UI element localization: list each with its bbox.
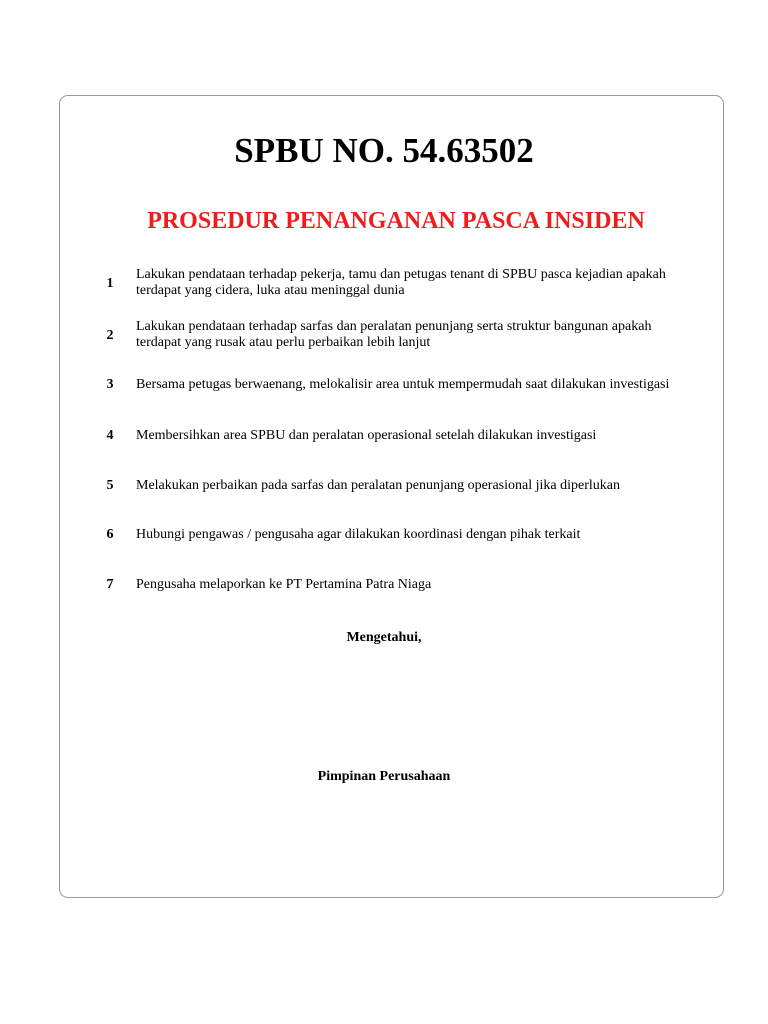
procedure-text: Lakukan pendataan terhadap pekerja, tamu dan petugas tenant di SPBU pasca kejadian apakah terdapat yang cidera, luka atau meninggal dunia xyxy=(136,267,666,298)
procedure-text: Bersama petugas berwaenang, melokalisir area untuk mempermudah saat dilakukan investigasi xyxy=(136,377,670,392)
procedure-number: 2 xyxy=(106,328,114,343)
signatory-label: Pimpinan Perusahaan xyxy=(317,769,451,784)
procedure-number: 5 xyxy=(106,478,114,493)
procedure-number: 3 xyxy=(106,377,114,392)
procedure-number: 6 xyxy=(106,527,114,542)
procedure-text: Pengusaha melaporkan ke PT Pertamina Patra Niaga xyxy=(136,577,432,592)
procedure-text: Hubungi pengawas / pengusaha agar dilakukan koordinasi dengan pihak terkait xyxy=(136,527,581,542)
procedure-text: Lakukan pendataan terhadap sarfas dan peralatan penunjang serta struktur bangunan apakah terdapat yang rusak atau perlu perbaikan lebih lanjut xyxy=(136,319,652,350)
procedure-text: Membersihkan area SPBU dan peralatan operasional setelah dilakukan investigasi xyxy=(136,428,597,443)
document-subtitle: PROSEDUR PENANGANAN PASCA INSIDEN xyxy=(147,208,645,234)
procedure-text: Melakukan perbaikan pada sarfas dan peralatan penunjang operasional jika diperlukan xyxy=(136,478,620,493)
procedure-number: 1 xyxy=(106,276,114,291)
document-title: SPBU NO. 54.63502 xyxy=(234,131,534,170)
procedure-number: 7 xyxy=(106,577,114,592)
acknowledged-label: Mengetahui, xyxy=(346,630,422,645)
procedure-number: 4 xyxy=(106,428,114,443)
